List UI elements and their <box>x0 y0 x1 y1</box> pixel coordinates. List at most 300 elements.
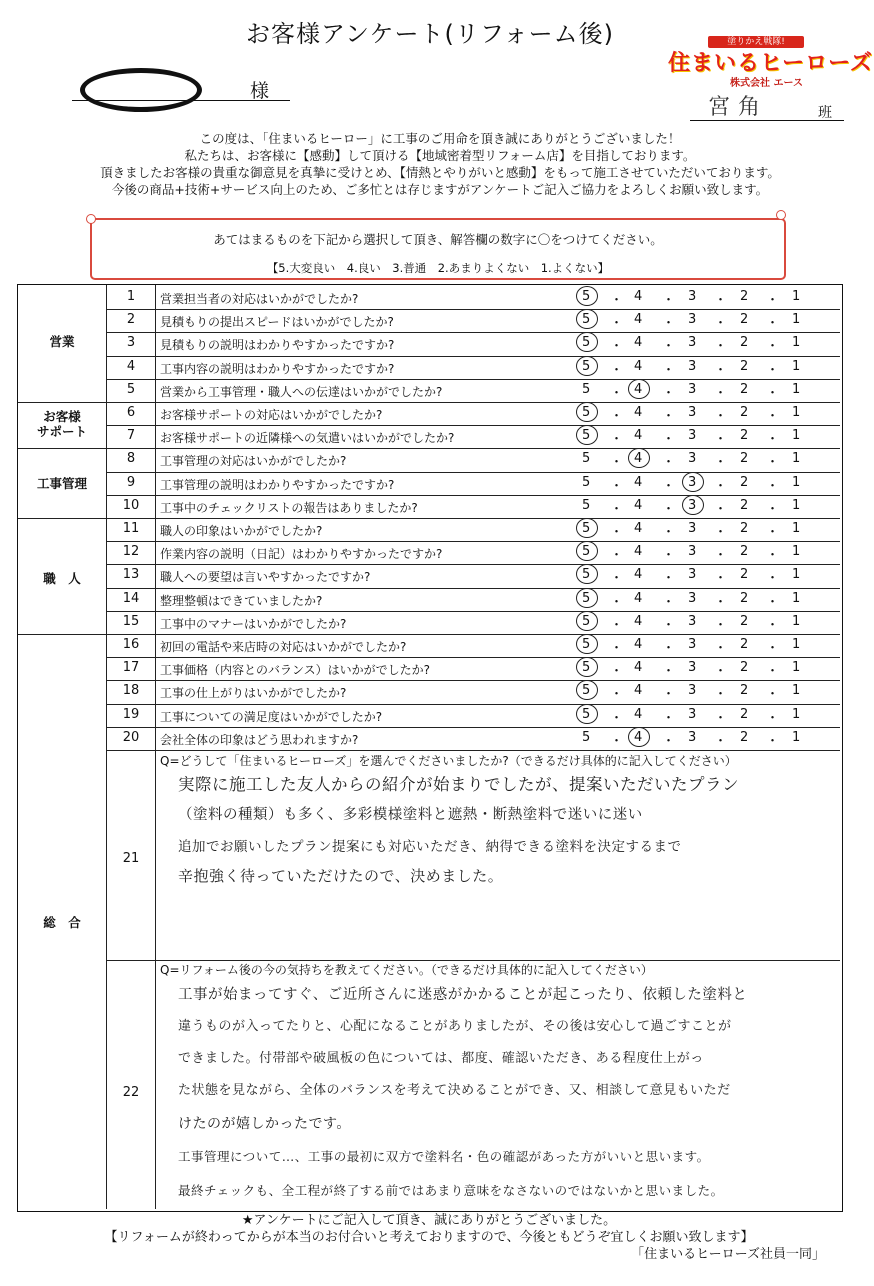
rating-option[interactable]: 1 <box>792 637 801 652</box>
row-divider <box>107 379 840 380</box>
rating-option[interactable]: 2 <box>740 567 749 583</box>
rating-option[interactable]: 4 <box>634 289 643 304</box>
rating-separator: ・ <box>662 571 676 587</box>
rating-option[interactable]: 4 <box>634 312 643 328</box>
row-divider <box>107 611 840 612</box>
rating-separator: ・ <box>714 617 728 633</box>
question-text: 工事中のマナーはいかがでしたか? <box>160 616 347 631</box>
rating-separator: ・ <box>766 478 780 494</box>
rating-separator: ・ <box>714 501 728 517</box>
question-number: 20 <box>122 729 140 745</box>
rating-separator: ・ <box>714 548 728 564</box>
rating-separator: ・ <box>662 409 676 424</box>
category-sales: 営業 <box>49 334 75 349</box>
rating-option[interactable]: 2 <box>740 451 749 467</box>
selected-answer-circle <box>576 611 598 631</box>
rating-option[interactable]: 4 <box>634 544 643 560</box>
q22-answer-line: 工事管理について…、工事の最初に双方で塗料名・色の確認があった方がいいと思います。 <box>178 1149 710 1164</box>
redacted-customer-name <box>80 68 202 112</box>
rating-option[interactable]: 5 <box>582 497 591 513</box>
rating-option[interactable]: 2 <box>740 428 749 444</box>
row-divider <box>107 750 840 751</box>
rating-option[interactable]: 3 <box>688 729 697 745</box>
rating-option[interactable]: 1 <box>792 521 801 536</box>
question-number: 4 <box>126 358 136 374</box>
rating-option[interactable]: 5 <box>582 729 591 745</box>
column-divider <box>155 285 156 1209</box>
rating-option[interactable]: 2 <box>740 474 749 490</box>
rating-option[interactable]: 4 <box>634 729 643 745</box>
rating-option[interactable]: 1 <box>792 405 801 420</box>
rating-option[interactable]: 4 <box>634 428 643 444</box>
rating-separator: ・ <box>714 339 728 355</box>
rating-option[interactable]: 4 <box>634 358 643 374</box>
row-divider <box>107 564 840 565</box>
question-number: 15 <box>122 613 140 629</box>
rating-option[interactable]: 4 <box>634 567 643 583</box>
rating-option[interactable]: 3 <box>688 544 697 560</box>
company-logo: 住まいるヒーローズ <box>668 51 874 76</box>
q22-answer-line: た状態を見ながら、全体のバランスを考えて決めることができ、又、相談して意見もいただ <box>178 1083 731 1098</box>
rating-separator: ・ <box>610 362 624 378</box>
q22-answer-line: 工事が始まってすぐ、ご近所さんに迷惑がかかることが起こったり、依頼した塗料と <box>178 987 748 1003</box>
question-text: 見積もりの説明はわかりやすかったですか? <box>160 338 395 353</box>
rating-option[interactable]: 5 <box>582 544 591 560</box>
rating-option[interactable]: 5 <box>582 335 591 351</box>
row-divider <box>107 680 840 681</box>
rating-option[interactable]: 5 <box>582 312 591 328</box>
question-text: 会社全体の印象はどう思われますか? <box>160 732 359 747</box>
rating-separator: ・ <box>766 664 780 680</box>
rating-separator: ・ <box>714 316 728 332</box>
honorific-label: 様 <box>250 80 270 102</box>
q22-answer-line: けたのが嬉しかったです。 <box>178 1116 351 1132</box>
row-divider <box>18 448 840 449</box>
rating-separator: ・ <box>610 455 624 471</box>
intro-line: 私たちは、お客様に【感動】して頂ける【地域密着型リフォーム店】を目指しております。 <box>184 148 696 163</box>
rating-separator: ・ <box>610 664 624 680</box>
rating-separator: ・ <box>714 733 728 749</box>
rating-option[interactable]: 4 <box>634 613 643 629</box>
rating-option[interactable]: 1 <box>792 590 801 606</box>
question-text: 作業内容の説明（日記）はわかりやすかったですか? <box>160 547 443 562</box>
question-number: 18 <box>122 683 140 699</box>
rating-option[interactable]: 5 <box>582 567 591 583</box>
question-text: 工事管理の説明はわかりやすかったですか? <box>160 477 395 492</box>
selected-answer-circle <box>682 472 704 492</box>
rating-separator: ・ <box>662 293 676 308</box>
column-divider <box>106 285 107 1209</box>
rating-separator: ・ <box>610 293 624 308</box>
footer-message: 【リフォームが終わってからが本当のお付合いと考えておりますので、今後ともどうぞ宜しくお願い致します】 <box>104 1230 754 1245</box>
question-text: 工事価格（内容とのバランス）はいかがでしたか? <box>160 663 431 678</box>
rating-option[interactable]: 5 <box>582 683 591 699</box>
rating-separator: ・ <box>714 432 728 448</box>
question-text: 工事中のチェックリストの報告はありましたか? <box>160 500 418 515</box>
rating-option[interactable]: 1 <box>792 567 801 583</box>
rating-option[interactable]: 1 <box>792 428 801 444</box>
rating-separator: ・ <box>714 571 728 587</box>
rating-option[interactable]: 1 <box>792 358 801 374</box>
rating-option[interactable]: 5 <box>582 358 591 374</box>
rating-separator: ・ <box>610 548 624 564</box>
q22-answer-line: 最終チェックも、全工程が終了する前ではあまり意味をなさないのではないかと思いました。 <box>178 1183 724 1198</box>
q21-answer-line: 辛抱強く待っていただけたので、決めました。 <box>178 867 504 885</box>
rating-option[interactable]: 3 <box>688 335 697 351</box>
rating-separator: ・ <box>610 571 624 587</box>
rating-separator: ・ <box>714 385 728 401</box>
rating-option[interactable]: 2 <box>740 544 749 560</box>
question-text: 初回の電話や来店時の対応はいかがでしたか? <box>160 640 407 654</box>
question-text: 工事の仕上がりはいかがでしたか? <box>160 686 347 701</box>
rating-separator: ・ <box>662 478 676 494</box>
row-divider <box>18 518 840 519</box>
rating-option[interactable]: 3 <box>688 706 697 722</box>
rating-option[interactable]: 4 <box>634 451 643 467</box>
q21-answer-line: 追加でお願いしたプラン提案にも対応いただき、納得できる塗料を決定するまで <box>178 839 682 855</box>
rating-separator: ・ <box>610 339 624 355</box>
question-text: 工事についての満足度はいかがでしたか? <box>160 709 383 724</box>
rating-option[interactable]: 3 <box>688 683 697 699</box>
question-text: 整理整頓はできていましたか? <box>160 593 323 608</box>
rating-separator: ・ <box>662 316 676 332</box>
pin-icon <box>776 210 786 220</box>
page-title: お客様アンケート(リフォーム後) <box>245 20 615 48</box>
rating-option[interactable]: 4 <box>634 381 643 397</box>
rating-option[interactable]: 3 <box>688 637 697 652</box>
rating-separator: ・ <box>714 641 728 656</box>
rating-option[interactable]: 4 <box>634 474 643 490</box>
rating-separator: ・ <box>610 525 624 540</box>
selected-answer-circle <box>576 634 598 654</box>
question-number: 13 <box>122 567 140 583</box>
intro-line: 今後の商品+技術+サービス向上のため、ご多忙とは存じますがアンケートご記入ご協力をよろしくお願い致します。 <box>111 182 769 197</box>
rating-separator: ・ <box>662 641 676 656</box>
rating-option[interactable]: 5 <box>582 381 591 397</box>
question-number: 11 <box>122 521 140 536</box>
question-number: 6 <box>126 405 136 420</box>
rating-separator: ・ <box>766 409 780 424</box>
logo-company-name: 株式会社 エース <box>730 78 803 89</box>
instruction-box <box>90 218 786 280</box>
selected-answer-circle <box>628 379 650 399</box>
question-number: 2 <box>126 312 136 328</box>
rating-option[interactable]: 2 <box>740 660 749 676</box>
rating-separator: ・ <box>610 733 624 749</box>
selected-answer-circle <box>576 657 598 677</box>
survey-table <box>17 284 843 1212</box>
rating-option[interactable]: 2 <box>740 729 749 745</box>
rating-option[interactable]: 2 <box>740 312 749 328</box>
rating-option[interactable]: 3 <box>688 451 697 467</box>
question-number: 14 <box>122 590 140 606</box>
rating-option[interactable]: 1 <box>792 660 801 676</box>
rating-separator: ・ <box>662 339 676 355</box>
rating-separator: ・ <box>766 316 780 332</box>
row-divider <box>107 960 840 961</box>
q22-answer-line: 違うものが入ってたりと、心配になることがありましたが、その後は安心して過ごすことが <box>178 1019 732 1034</box>
rating-separator: ・ <box>766 385 780 401</box>
rating-separator: ・ <box>662 501 676 517</box>
rating-option[interactable]: 4 <box>634 497 643 513</box>
rating-separator: ・ <box>662 594 676 610</box>
rating-option[interactable]: 5 <box>582 660 591 676</box>
rating-legend: 【5.大変良い 4.良い 3.普通 2.あまりよくない 1.よくない】 <box>266 261 610 275</box>
rating-option[interactable]: 3 <box>688 521 697 536</box>
question-number: 22 <box>122 1085 140 1100</box>
rating-option[interactable]: 4 <box>634 521 643 536</box>
category-overall: 総 合 <box>43 915 81 930</box>
selected-answer-circle <box>576 356 598 376</box>
rating-option[interactable]: 3 <box>688 358 697 374</box>
question-number: 12 <box>122 544 140 560</box>
rating-option[interactable]: 3 <box>688 497 697 513</box>
rating-option[interactable]: 5 <box>582 428 591 444</box>
row-divider <box>18 402 840 403</box>
rating-separator: ・ <box>714 362 728 378</box>
question-number: 3 <box>126 335 136 351</box>
rating-separator: ・ <box>662 548 676 564</box>
category-support: お客様 サポート <box>36 409 87 439</box>
question-text: 工事内容の説明はわかりやすかったですか? <box>160 361 395 376</box>
rating-separator: ・ <box>766 617 780 633</box>
selected-answer-circle <box>576 332 598 352</box>
selected-answer-circle <box>576 309 598 329</box>
rating-option[interactable]: 3 <box>688 289 697 304</box>
question-number: 19 <box>122 706 140 722</box>
instruction-line: あてはまるものを下記から選択して頂き、解答欄の数字に〇をつけてください。 <box>213 232 663 247</box>
rating-separator: ・ <box>610 409 624 424</box>
rating-option[interactable]: 3 <box>688 312 697 328</box>
intro-message <box>30 130 850 198</box>
rating-separator: ・ <box>662 710 676 726</box>
rating-option[interactable]: 2 <box>740 706 749 722</box>
rating-option[interactable]: 1 <box>792 474 801 490</box>
question-number: 8 <box>126 451 136 467</box>
rating-separator: ・ <box>662 733 676 749</box>
rating-option[interactable]: 2 <box>740 613 749 629</box>
footer-thanks: ★アンケートにご記入して頂き、誠にありがとうございました。 <box>241 1213 617 1228</box>
rating-option[interactable]: 3 <box>688 474 697 490</box>
rating-separator: ・ <box>714 409 728 424</box>
question-number: 10 <box>122 497 140 513</box>
rating-separator: ・ <box>610 478 624 494</box>
question-text: 工事管理の対応はいかがでしたか? <box>160 454 347 469</box>
selected-answer-circle <box>576 588 598 608</box>
rating-option[interactable]: 1 <box>792 451 801 467</box>
rating-option[interactable]: 2 <box>740 381 749 397</box>
question-text: 営業から工事管理・職人への伝達はいかがでしたか? <box>160 384 443 399</box>
question-number: 17 <box>122 660 140 676</box>
rating-option[interactable]: 5 <box>582 613 591 629</box>
row-divider <box>18 634 840 635</box>
selected-answer-circle <box>628 727 650 747</box>
q21-prompt: Q=どうして「住まいるヒーローズ」を選んでくださいましたか?（できるだけ具体的に記入してください） <box>160 754 737 768</box>
rating-option[interactable]: 5 <box>582 289 591 304</box>
rating-option[interactable]: 2 <box>740 590 749 606</box>
rating-separator: ・ <box>766 641 780 656</box>
question-text: 見積もりの提出スピードはいかがでしたか? <box>160 315 394 330</box>
selected-answer-circle <box>576 286 598 306</box>
question-text: お客様サポートの近隣様への気遣いはいかがでしたか? <box>160 431 455 446</box>
rating-option[interactable]: 2 <box>740 289 749 304</box>
rating-option[interactable]: 4 <box>634 590 643 606</box>
rating-option[interactable]: 5 <box>582 474 591 490</box>
q21-answer-line: 実際に施工した友人からの紹介が始まりでしたが、提案いただいたプラン <box>178 775 739 794</box>
rating-option[interactable]: 1 <box>792 706 801 722</box>
rating-option[interactable]: 5 <box>582 451 591 467</box>
rating-option[interactable]: 5 <box>582 637 591 652</box>
logo-tagline: 塗りかえ戦隊! <box>708 36 804 48</box>
selected-answer-circle <box>576 704 598 724</box>
rating-option[interactable]: 3 <box>688 660 697 676</box>
rating-option[interactable]: 2 <box>740 683 749 699</box>
rating-separator: ・ <box>766 687 780 703</box>
rating-separator: ・ <box>714 525 728 540</box>
question-text: 職人への要望は言いやすかったですか? <box>160 570 371 585</box>
rating-option[interactable]: 4 <box>634 637 643 652</box>
rating-separator: ・ <box>766 339 780 355</box>
rating-separator: ・ <box>662 432 676 448</box>
question-number: 9 <box>126 474 136 490</box>
rating-option[interactable]: 2 <box>740 497 749 513</box>
question-text: 職人の印象はいかがでしたか? <box>160 524 323 538</box>
selected-answer-circle <box>682 495 704 515</box>
rating-separator: ・ <box>662 687 676 703</box>
question-number: 16 <box>122 637 140 652</box>
rating-separator: ・ <box>766 455 780 471</box>
rating-option[interactable]: 2 <box>740 335 749 351</box>
rating-separator: ・ <box>610 432 624 448</box>
category-construction-management: 工事管理 <box>36 476 87 491</box>
rating-separator: ・ <box>662 362 676 378</box>
rating-option[interactable]: 1 <box>792 381 801 397</box>
team-name-handwritten: 宮角 <box>708 95 769 120</box>
rating-separator: ・ <box>610 594 624 610</box>
rating-separator: ・ <box>610 617 624 633</box>
rating-separator: ・ <box>610 385 624 401</box>
rating-option[interactable]: 4 <box>634 335 643 351</box>
rating-separator: ・ <box>714 478 728 494</box>
rating-option[interactable]: 4 <box>634 405 643 420</box>
rating-separator: ・ <box>610 687 624 703</box>
intro-line: 頂きましたお客様の貴重な御意見を真摯に受けとめ、【情熱とやりがいと感動】をもって施工させていただいております。 <box>100 165 780 180</box>
rating-option[interactable]: 1 <box>792 544 801 560</box>
rating-option[interactable]: 1 <box>792 729 801 745</box>
pin-icon <box>86 214 96 224</box>
rating-separator: ・ <box>766 293 780 308</box>
team-suffix-label: 班 <box>818 105 832 121</box>
rating-separator: ・ <box>714 664 728 680</box>
rating-option[interactable]: 4 <box>634 706 643 722</box>
row-divider <box>107 495 840 496</box>
rating-separator: ・ <box>662 617 676 633</box>
rating-separator: ・ <box>766 710 780 726</box>
row-divider <box>107 657 840 658</box>
rating-option[interactable]: 3 <box>688 428 697 444</box>
rating-separator: ・ <box>662 664 676 680</box>
rating-separator: ・ <box>662 525 676 540</box>
selected-answer-circle <box>576 564 598 584</box>
rating-option[interactable]: 2 <box>740 637 749 652</box>
row-divider <box>107 472 840 473</box>
row-divider <box>107 332 840 333</box>
rating-option[interactable]: 5 <box>582 706 591 722</box>
rating-separator: ・ <box>714 687 728 703</box>
selected-answer-circle <box>576 402 598 422</box>
selected-answer-circle <box>628 448 650 468</box>
rating-option[interactable]: 3 <box>688 405 697 420</box>
rating-option[interactable]: 1 <box>792 613 801 629</box>
row-divider <box>107 727 840 728</box>
row-divider <box>107 588 840 589</box>
rating-option[interactable]: 2 <box>740 405 749 420</box>
rating-option[interactable]: 1 <box>792 683 801 699</box>
row-divider <box>107 704 840 705</box>
rating-separator: ・ <box>766 733 780 749</box>
row-divider <box>107 356 840 357</box>
question-text: お客様サポートの対応はいかがでしたか? <box>160 408 383 422</box>
rating-option[interactable]: 4 <box>634 683 643 699</box>
selected-answer-circle <box>576 680 598 700</box>
rating-separator: ・ <box>766 525 780 540</box>
rating-option[interactable]: 3 <box>688 567 697 583</box>
selected-answer-circle <box>576 518 598 538</box>
question-number: 5 <box>126 381 136 397</box>
row-divider <box>107 425 840 426</box>
rating-separator: ・ <box>610 316 624 332</box>
rating-separator: ・ <box>662 385 676 401</box>
rating-separator: ・ <box>714 293 728 308</box>
rating-option[interactable]: 5 <box>582 590 591 606</box>
rating-option[interactable]: 5 <box>582 521 591 536</box>
row-divider <box>107 309 840 310</box>
rating-option[interactable]: 2 <box>740 521 749 536</box>
rating-separator: ・ <box>766 432 780 448</box>
q22-answer-line: できました。付帯部や破風板の色については、都度、確認いただき、ある程度仕上がっ <box>178 1051 704 1066</box>
footer-signature: 「住まいるヒーローズ社員一同」 <box>631 1247 825 1262</box>
rating-option[interactable]: 1 <box>792 289 801 304</box>
q22-prompt: Q=リフォーム後の今の気持ちを教えてください。（できるだけ具体的に記入してください） <box>160 963 653 977</box>
rating-option[interactable]: 1 <box>792 335 801 351</box>
rating-separator: ・ <box>610 641 624 656</box>
rating-separator: ・ <box>766 501 780 517</box>
rating-separator: ・ <box>714 455 728 471</box>
category-craftsmen: 職 人 <box>43 571 81 586</box>
rating-option[interactable]: 3 <box>688 381 697 397</box>
question-number: 21 <box>122 851 140 866</box>
question-number: 7 <box>126 428 136 444</box>
rating-option[interactable]: 3 <box>688 613 697 629</box>
rating-option[interactable]: 3 <box>688 590 697 606</box>
q21-answer-line: （塗料の種類）も多く、多彩模様塗料と遮熱・断熱塗料で迷いに迷い <box>178 807 643 823</box>
rating-separator: ・ <box>766 594 780 610</box>
rating-separator: ・ <box>714 710 728 726</box>
rating-separator: ・ <box>610 501 624 517</box>
rating-option[interactable]: 4 <box>634 660 643 676</box>
rating-separator: ・ <box>766 548 780 564</box>
rating-option[interactable]: 1 <box>792 497 801 513</box>
selected-answer-circle <box>576 541 598 561</box>
rating-option[interactable]: 2 <box>740 358 749 374</box>
footer <box>17 1212 841 1262</box>
rating-separator: ・ <box>610 710 624 726</box>
rating-option[interactable]: 1 <box>792 312 801 328</box>
selected-answer-circle <box>576 425 598 445</box>
rating-separator: ・ <box>662 455 676 471</box>
intro-line: この度は、「住まいるヒーロー」に工事のご用命を頂き誠にありがとうございました！ <box>199 131 681 146</box>
rating-option[interactable]: 5 <box>582 405 591 420</box>
